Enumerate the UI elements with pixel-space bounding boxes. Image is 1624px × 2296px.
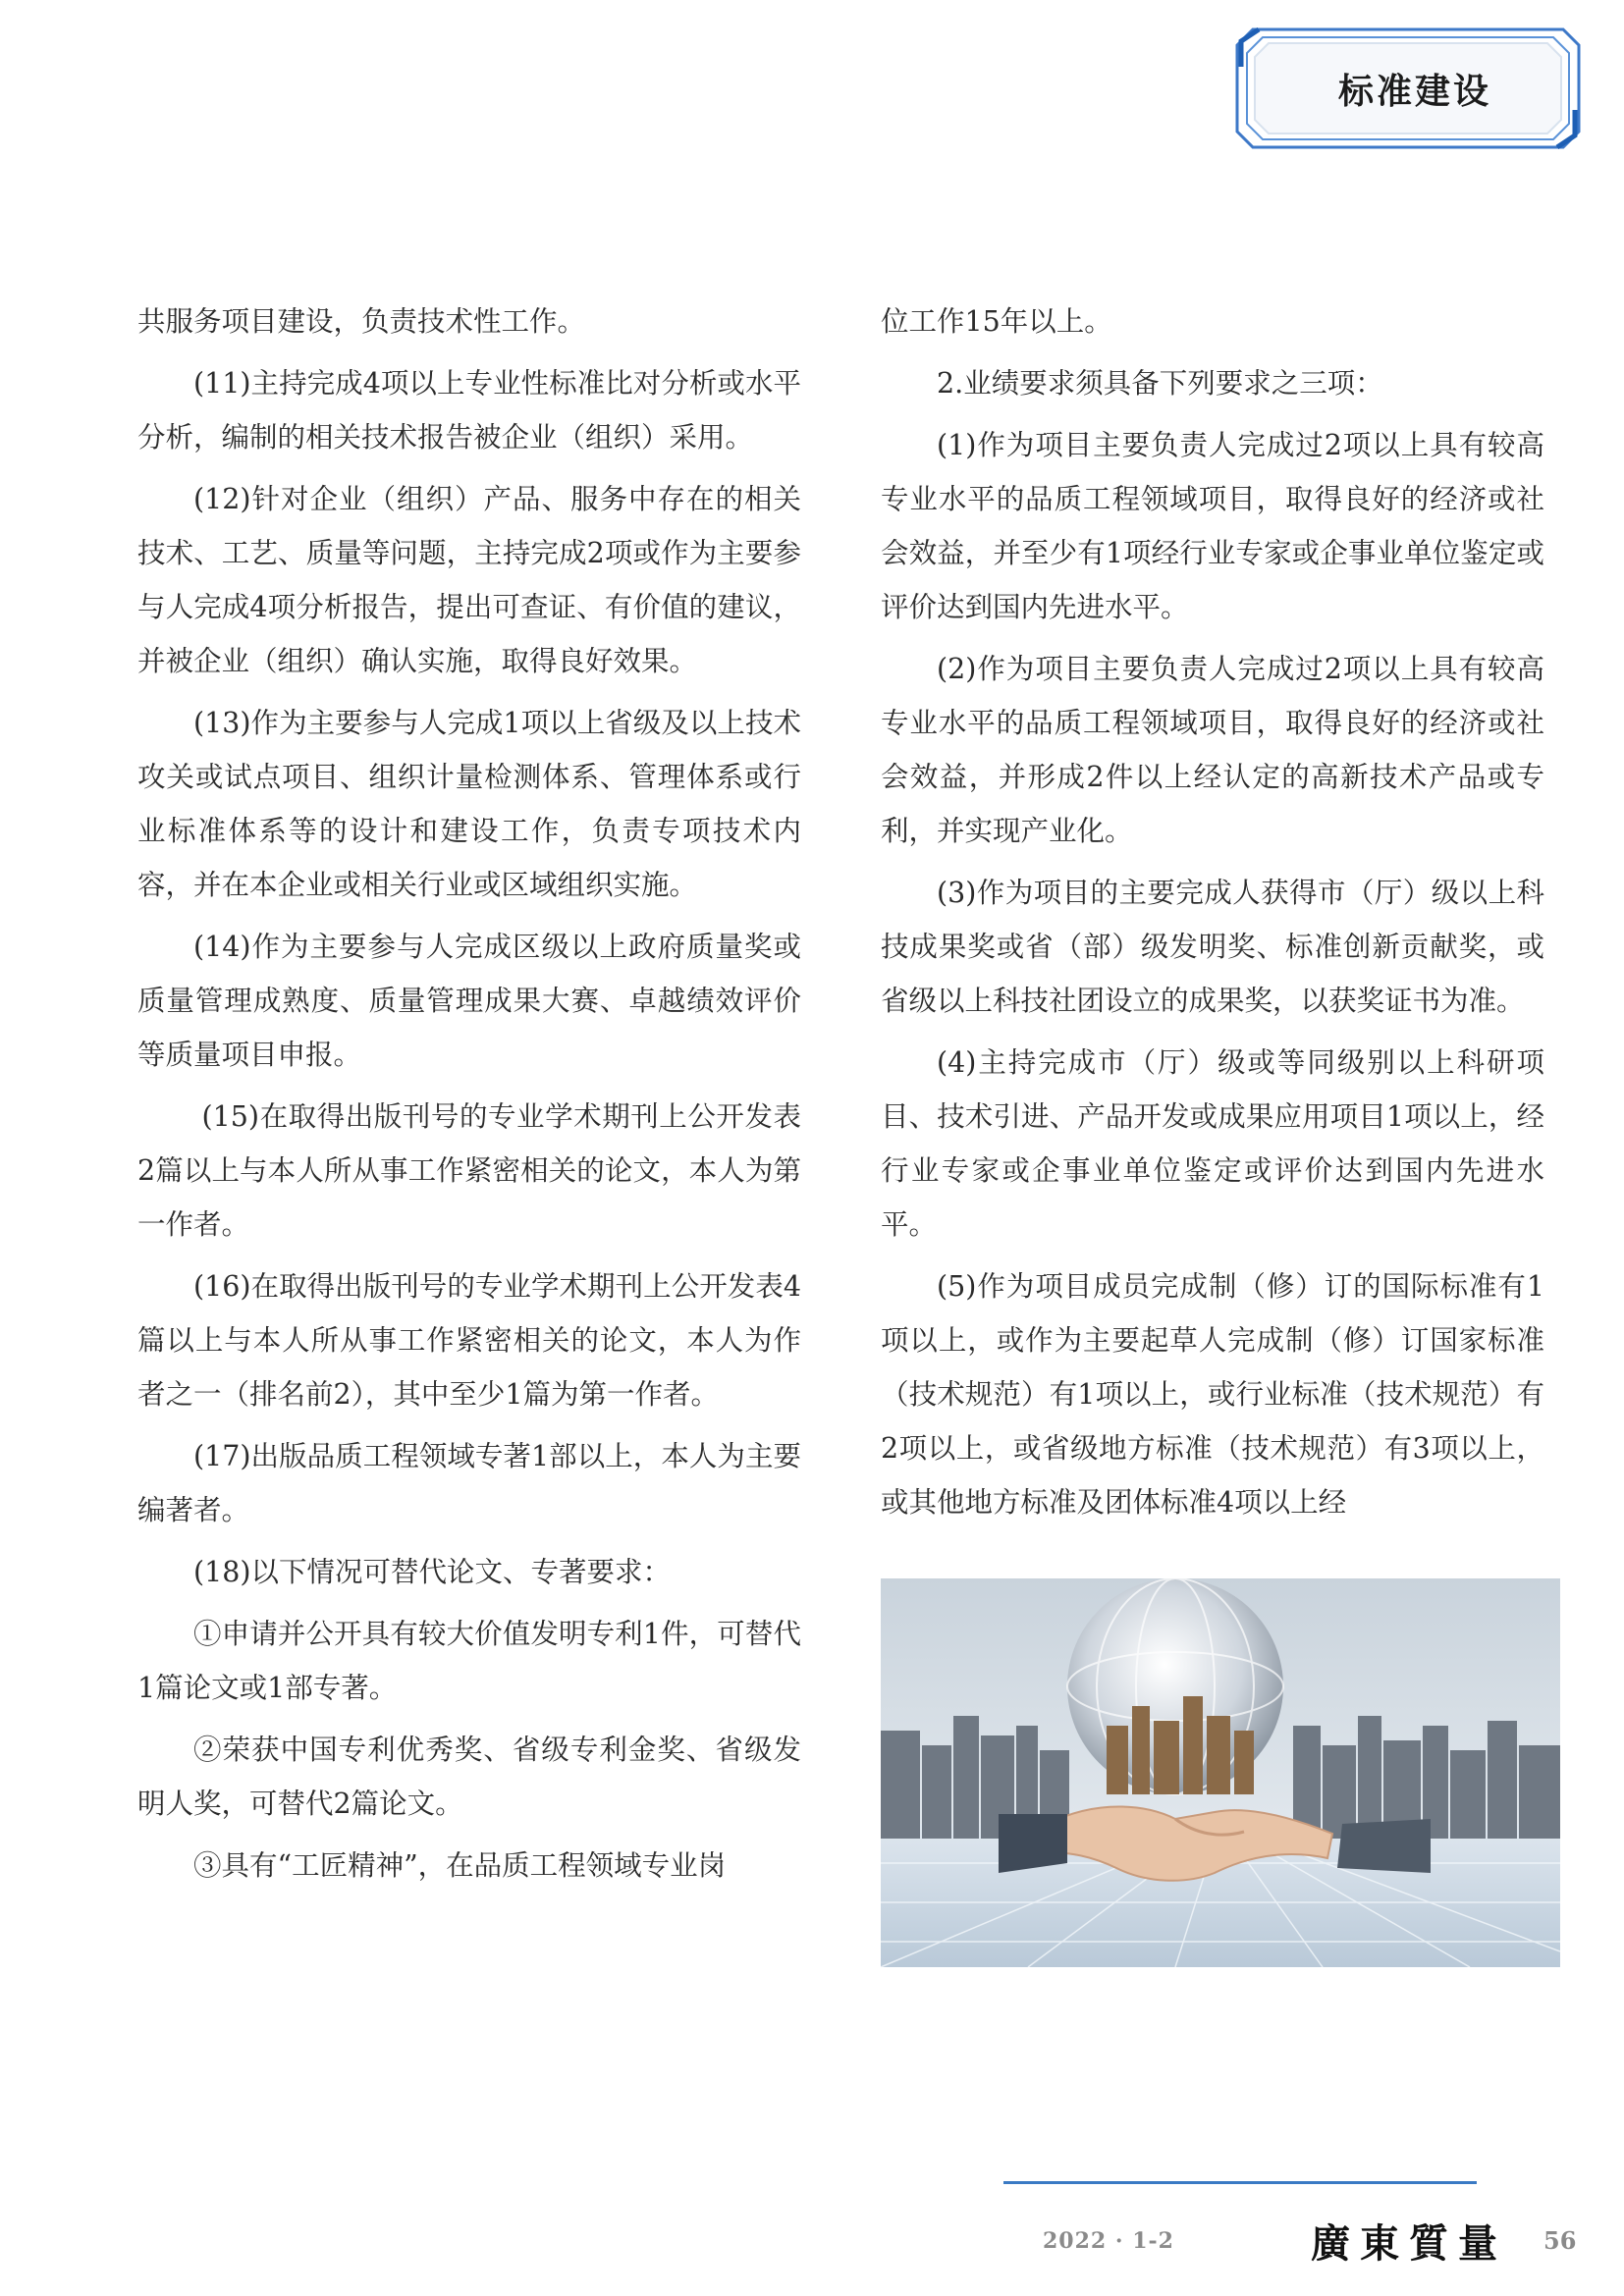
- paragraph: (4)主持完成市（厅）级或等同级别以上科研项目、技术引进、产品开发或成果应用项目1项以上，经行业专家或企事业单位鉴定或评价达到国内先进水平。: [881, 1046, 1544, 1241]
- paragraph: (14)作为主要参与人完成区级以上政府质量奖或质量管理成熟度、质量管理成果大赛、卓越绩效评价等质量项目申报。: [137, 931, 801, 1071]
- magazine-masthead: 廣東質量: [1311, 2220, 1507, 2267]
- paragraph: ②荣获中国专利优秀奖、省级专利金奖、省级发明人奖，可替代2篇论文。: [137, 1734, 801, 1820]
- handshake-globe-photo: [881, 1578, 1560, 1967]
- footer-divider: [1003, 2181, 1477, 2184]
- page-number: 56: [1543, 2226, 1577, 2255]
- paragraph: 位工作15年以上。: [881, 305, 1112, 338]
- paragraph: (13)作为主要参与人完成1项以上省级及以上技术攻关或试点项目、组织计量检测体系、管理体系或行业标准体系等的设计和建设工作，负责专项技术内容，并在本企业或相关行业或区域组织实施。: [137, 707, 801, 901]
- paragraph: (12)针对企业（组织）产品、服务中存在的相关技术、工艺、质量等问题，主持完成2项或作为主要参与人完成4项分析报告，提出可查证、有价值的建议，并被企业（组织）确认实施，取得良好效果。: [137, 483, 801, 677]
- paragraph: (11)主持完成4项以上专业性标准比对分析或水平分析，编制的相关技术报告被企业（组织）采用。: [137, 367, 801, 454]
- paragraph: (18)以下情况可替代论文、专著要求：: [193, 1556, 672, 1588]
- paragraph: (16)在取得出版刊号的专业学术期刊上公开发表4篇以上与本人所从事工作紧密相关的论文，本人为作者之一（排名前2），其中至少1篇为第一作者。: [137, 1270, 801, 1411]
- left-column: [137, 294, 801, 1900]
- paragraph: ③具有“工匠精神”，在品质工程领域专业岗: [193, 1849, 727, 1882]
- footer-issue: 2022 · 1-2: [1043, 2228, 1174, 2254]
- paragraph: 2.业绩要求须具备下列要求之三项：: [937, 367, 1383, 400]
- paragraph: (1)作为项目主要负责人完成过2项以上具有较高专业水平的品质工程领域项目，取得良好的经济或社会效益，并至少有1项经行业专家或企事业单位鉴定或评价达到国内先进水平。: [881, 429, 1544, 623]
- right-column: [881, 294, 1544, 1537]
- paragraph: (15)在取得出版刊号的专业学术期刊上公开发表2篇以上与本人所从事工作紧密相关的论文，本人为第一作者。: [137, 1100, 801, 1241]
- paragraph: (3)作为项目的主要完成人获得市（厅）级以上科技成果奖或省（部）级发明奖、标准创新贡献奖，或省级以上科技社团设立的成果奖，以获奖证书为准。: [881, 877, 1544, 1017]
- paragraph: (2)作为项目主要负责人完成过2项以上具有较高专业水平的品质工程领域项目，取得良好的经济或社会效益，并形成2件以上经认定的高新技术产品或专利，并实现产业化。: [881, 653, 1544, 847]
- paragraph: (17)出版品质工程领域专著1部以上，本人为主要编著者。: [137, 1440, 801, 1526]
- paragraph: ①申请并公开具有较大价值发明专利1件，可替代1篇论文或1部专著。: [137, 1618, 801, 1704]
- paragraph: 共服务项目建设，负责技术性工作。: [137, 305, 586, 338]
- section-tag: [1235, 27, 1581, 149]
- paragraph: (5)作为项目成员完成制（修）订的国际标准有1项以上，或作为主要起草人完成制（修）订国家标准（技术规范）有1项以上，或行业标准（技术规范）有2项以上，或省级地方标准（技术规范）有3项以上，或其他地方标准及团体标准4项以上经: [881, 1270, 1544, 1519]
- section-tag-label: 标准建设: [1337, 71, 1491, 112]
